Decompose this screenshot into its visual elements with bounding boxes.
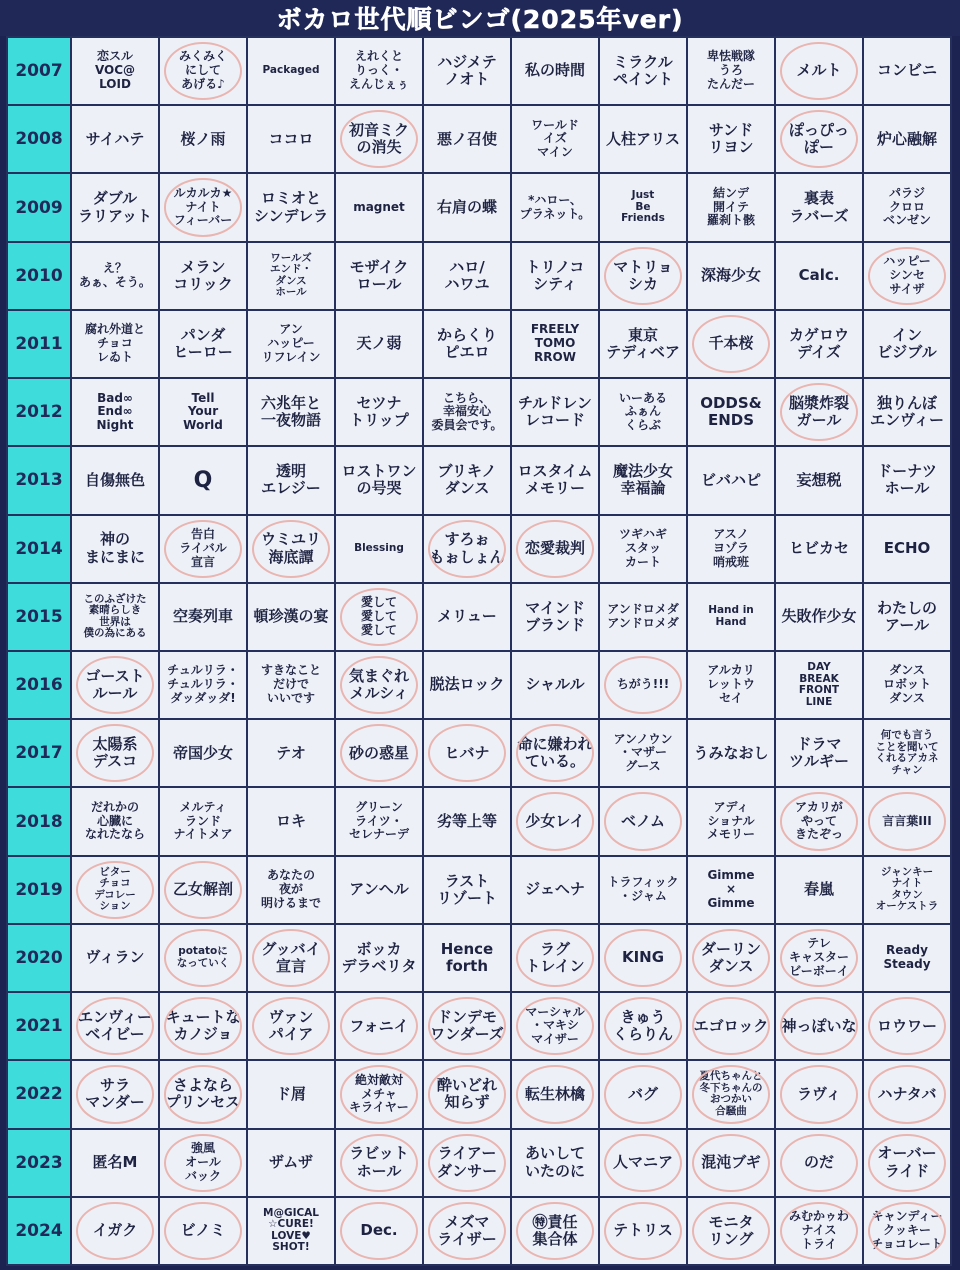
bingo-cell[interactable]: 恋スル VOC@ LOID [72, 38, 158, 104]
bingo-cell[interactable]: エンヴィー ベイビー [72, 993, 158, 1059]
bingo-cell[interactable]: アンドロメダ アンドロメダ [600, 584, 686, 650]
year-label: 2014 [8, 516, 70, 582]
bingo-cell[interactable]: 妄想税 [776, 447, 862, 513]
year-label: 2008 [8, 106, 70, 172]
bingo-cell[interactable]: いーある ふぁん くらぶ [600, 379, 686, 445]
bingo-cell[interactable]: きゅう くらりん [600, 993, 686, 1059]
bingo-cell[interactable]: シャルル [512, 652, 598, 718]
bingo-cell[interactable]: Gimme × Gimme [688, 857, 774, 923]
bingo-cell[interactable]: ワールズ エンド・ ダンス ホール [248, 243, 334, 309]
bingo-cell[interactable]: 混沌ブギ [688, 1130, 774, 1196]
bingo-cell[interactable]: ハロ/ ハワユ [424, 243, 510, 309]
bingo-cell[interactable]: ドーナツ ホール [864, 447, 950, 513]
bingo-cell[interactable]: パンダ ヒーロー [160, 311, 246, 377]
bingo-cell[interactable]: あなたの 夜が 明けるまで [248, 857, 334, 923]
bingo-cell[interactable]: ジャンキー ナイト タウン オーケストラ [864, 857, 950, 923]
bingo-cell[interactable]: アカリが やって きたぞっ [776, 788, 862, 854]
bingo-cell[interactable]: ゴースト ルール [72, 652, 158, 718]
bingo-cell[interactable]: からくり ピエロ [424, 311, 510, 377]
bingo-cell[interactable]: アディ ショナル メモリー [688, 788, 774, 854]
bingo-cell[interactable]: テトリス [600, 1198, 686, 1264]
bingo-cell[interactable]: ぽっぴっ ぽー [776, 106, 862, 172]
bingo-cell[interactable]: グッバイ 宣言 [248, 925, 334, 991]
bingo-cell[interactable]: ラスト リゾート [424, 857, 510, 923]
bingo-cell[interactable]: イン ビジブル [864, 311, 950, 377]
bingo-cell[interactable]: 初音ミク の消失 [336, 106, 422, 172]
bingo-cell[interactable]: 愛して 愛して 愛して [336, 584, 422, 650]
bingo-cell[interactable]: え？ あぁ、そう。 [72, 243, 158, 309]
bingo-cell[interactable]: 人柱アリス [600, 106, 686, 172]
bingo-cell[interactable]: 恋愛裁判 [512, 516, 598, 582]
year-label: 2013 [8, 447, 70, 513]
year-label: 2007 [8, 38, 70, 104]
bingo-cell[interactable]: 神っぽいな [776, 993, 862, 1059]
bingo-cell[interactable]: 炉心融解 [864, 106, 950, 172]
bingo-cell[interactable]: サラ マンダー [72, 1061, 158, 1127]
bingo-cell[interactable]: Packaged [248, 38, 334, 104]
bingo-cell[interactable]: ハジメテ ノオト [424, 38, 510, 104]
bingo-cell[interactable]: 酔いどれ 知らず [424, 1061, 510, 1127]
bingo-cell[interactable]: トラフィック ・ジャム [600, 857, 686, 923]
bingo-cell[interactable]: だれかの 心臓に なれたなら [72, 788, 158, 854]
bingo-cell[interactable]: KING [600, 925, 686, 991]
bingo-cell[interactable]: アン ハッピー リフレイン [248, 311, 334, 377]
bingo-cell[interactable]: ド屑 [248, 1061, 334, 1127]
bingo-cell[interactable]: 太陽系 デスコ [72, 720, 158, 786]
bingo-cell[interactable]: ツギハギ スタッ カート [600, 516, 686, 582]
bingo-cell[interactable]: 乙女解剖 [160, 857, 246, 923]
bingo-cell[interactable]: テオ [248, 720, 334, 786]
bingo-cell[interactable]: ビバハピ [688, 447, 774, 513]
bingo-cell[interactable]: 絶対敵対 メチャ キライヤー [336, 1061, 422, 1127]
bingo-cell[interactable]: ヒビカセ [776, 516, 862, 582]
bingo-cell[interactable]: 気まぐれ メルシィ [336, 652, 422, 718]
bingo-cell[interactable]: ウミユリ 海底譚 [248, 516, 334, 582]
bingo-cell[interactable]: 頓珍漢の宴 [248, 584, 334, 650]
bingo-cell[interactable]: うみなおし [688, 720, 774, 786]
bingo-cell[interactable]: マトリョ シカ [600, 243, 686, 309]
bingo-cell[interactable]: ルカルカ★ ナイト フィーバー [160, 174, 246, 240]
bingo-cell[interactable]: ビター チョコ デコレー ション [72, 857, 158, 923]
bingo-cell[interactable]: ザムザ [248, 1130, 334, 1196]
year-label: 2012 [8, 379, 70, 445]
bingo-cell[interactable]: グリーン ライツ・ セレナーデ [336, 788, 422, 854]
bingo-cell[interactable]: カゲロウ デイズ [776, 311, 862, 377]
bingo-cell[interactable]: メリュー [424, 584, 510, 650]
bingo-cell[interactable]: Hand in Hand [688, 584, 774, 650]
bingo-cell[interactable]: 砂の惑星 [336, 720, 422, 786]
bingo-cell[interactable]: Tell Your World [160, 379, 246, 445]
bingo-cell[interactable]: 何でも言う ことを聞いて くれるアカネ チャン [864, 720, 950, 786]
bingo-cell[interactable]: ロストワン の号哭 [336, 447, 422, 513]
bingo-cell[interactable]: 桜ノ雨 [160, 106, 246, 172]
bingo-cell[interactable]: M@GICAL ☆CURE! LOVE♥ SHOT! [248, 1198, 334, 1264]
bingo-cell[interactable]: *ハロー、 プラネット。 [512, 174, 598, 240]
bingo-cell[interactable]: magnet [336, 174, 422, 240]
bingo-cell[interactable]: Calc. [776, 243, 862, 309]
bingo-cell[interactable]: ビノミ [160, 1198, 246, 1264]
year-label: 2021 [8, 993, 70, 1059]
bingo-cell[interactable]: アンノウン ・マザー グース [600, 720, 686, 786]
year-label: 2024 [8, 1198, 70, 1264]
bingo-cell[interactable]: potatoに なっていく [160, 925, 246, 991]
bingo-cell[interactable]: 空奏列車 [160, 584, 246, 650]
bingo-cell[interactable]: みむかゥわ ナイス トライ [776, 1198, 862, 1264]
bingo-cell[interactable]: ダーリン ダンス [688, 925, 774, 991]
bingo-cell[interactable]: 帝国少女 [160, 720, 246, 786]
bingo-cell[interactable]: 千本桜 [688, 311, 774, 377]
bingo-cell[interactable]: メズマ ライザー [424, 1198, 510, 1264]
bingo-cell[interactable]: Dec. [336, 1198, 422, 1264]
bingo-cell[interactable]: 東京 テディベア [600, 311, 686, 377]
bingo-cell[interactable]: 強風 オール バック [160, 1130, 246, 1196]
bingo-cell[interactable]: 私の時間 [512, 38, 598, 104]
bingo-cell[interactable]: オーバー ライド [864, 1130, 950, 1196]
year-label: 2023 [8, 1130, 70, 1196]
bingo-cell[interactable]: モニタ リング [688, 1198, 774, 1264]
bingo-cell[interactable]: 夏代ちゃんと 冬下ちゃんの おつかい 合騒曲 [688, 1061, 774, 1127]
bingo-cell[interactable]: Just Be Friends [600, 174, 686, 240]
bingo-cell[interactable]: ロウワー [864, 993, 950, 1059]
bingo-cell[interactable]: フォニイ [336, 993, 422, 1059]
bingo-cell[interactable]: 言言葉III [864, 788, 950, 854]
bingo-cell[interactable]: 天ノ弱 [336, 311, 422, 377]
bingo-cell[interactable]: 脱法ロック [424, 652, 510, 718]
bingo-cell[interactable]: マインド ブランド [512, 584, 598, 650]
bingo-cell[interactable]: Q [160, 447, 246, 513]
bingo-cell[interactable]: モザイク ロール [336, 243, 422, 309]
bingo-cell[interactable]: 春嵐 [776, 857, 862, 923]
bingo-cell[interactable]: ミラクル ペイント [600, 38, 686, 104]
bingo-cell[interactable]: 人マニア [600, 1130, 686, 1196]
bingo-cell[interactable]: 六兆年と 一夜物語 [248, 379, 334, 445]
bingo-cell[interactable]: ヴァン パイア [248, 993, 334, 1059]
bingo-cell[interactable]: ハナタバ [864, 1061, 950, 1127]
bingo-cell[interactable]: ボッカ デラベリタ [336, 925, 422, 991]
bingo-cell[interactable]: チルドレン レコード [512, 379, 598, 445]
bingo-cell[interactable]: ベノム [600, 788, 686, 854]
bingo-cell[interactable]: キャンディー クッキー チョコレート [864, 1198, 950, 1264]
year-label: 2022 [8, 1061, 70, 1127]
bingo-cell[interactable]: ドラマ ツルギー [776, 720, 862, 786]
bingo-cell[interactable]: ココロ [248, 106, 334, 172]
bingo-cell[interactable]: ODDS& ENDS [688, 379, 774, 445]
bingo-cell[interactable]: アルカリ レットウ セイ [688, 652, 774, 718]
bingo-cell[interactable]: 結ンデ 開イテ 羅刹ト骸 [688, 174, 774, 240]
bingo-cell[interactable]: ヒバナ [424, 720, 510, 786]
bingo-cell[interactable]: 匿名M [72, 1130, 158, 1196]
title-bar [0, 0, 960, 36]
bingo-cell[interactable]: ロミオと シンデレラ [248, 174, 334, 240]
bingo-cell[interactable]: のだ [776, 1130, 862, 1196]
bingo-cell[interactable]: メルティ ランド ナイトメア [160, 788, 246, 854]
bingo-cell[interactable]: キュートな カノジョ [160, 993, 246, 1059]
bingo-cell[interactable]: 神の まにまに [72, 516, 158, 582]
bingo-cell[interactable]: 右肩の蝶 [424, 174, 510, 240]
bingo-cell[interactable]: コンビニ [864, 38, 950, 104]
bingo-cell[interactable]: さよなら プリンセス [160, 1061, 246, 1127]
bingo-cell[interactable]: あいして いたのに [512, 1130, 598, 1196]
bingo-cell[interactable]: 自傷無色 [72, 447, 158, 513]
bingo-cell[interactable]: 失敗作少女 [776, 584, 862, 650]
bingo-cell[interactable]: みくみく にして あげる♪ [160, 38, 246, 104]
year-label: 2016 [8, 652, 70, 718]
bingo-cell[interactable]: ダブル ラリアット [72, 174, 158, 240]
bingo-cell[interactable]: ラグ トレイン [512, 925, 598, 991]
bingo-cell[interactable]: ロキ [248, 788, 334, 854]
bingo-cell[interactable]: ドンデモ ワンダーズ [424, 993, 510, 1059]
page-title: ボカロ世代順ビンゴ(2025年ver) [276, 5, 684, 34]
year-label: 2010 [8, 243, 70, 309]
bingo-cell[interactable]: ECHO [864, 516, 950, 582]
year-label: 2020 [8, 925, 70, 991]
bingo-cell[interactable]: ヴィラン [72, 925, 158, 991]
bingo-cell[interactable]: アンヘル [336, 857, 422, 923]
bingo-cell[interactable]: Blessing [336, 516, 422, 582]
bingo-cell[interactable]: わたしの アール [864, 584, 950, 650]
bingo-cell[interactable]: 悪ノ召使 [424, 106, 510, 172]
bingo-cell[interactable]: Bad∞ End∞ Night [72, 379, 158, 445]
bingo-cell[interactable]: トリノコ シティ [512, 243, 598, 309]
year-label: 2009 [8, 174, 70, 240]
bingo-cell[interactable]: ㊕責任 集合体 [512, 1198, 598, 1264]
bingo-cell[interactable]: メルト [776, 38, 862, 104]
year-label: 2011 [8, 311, 70, 377]
bingo-cell[interactable]: 腐れ外道と チョコ レゐト [72, 311, 158, 377]
bingo-cell[interactable]: ブリキノ ダンス [424, 447, 510, 513]
bingo-cell[interactable]: すきなこと だけで いいです [248, 652, 334, 718]
bingo-cell[interactable]: Ready Steady [864, 925, 950, 991]
year-label: 2015 [8, 584, 70, 650]
bingo-cell[interactable]: マーシャル ・マキシ マイザー [512, 993, 598, 1059]
bingo-cell[interactable]: 卑怯戦隊 うろ たんだー [688, 38, 774, 104]
bingo-grid [6, 36, 952, 1266]
bingo-cell[interactable]: サンド リヨン [688, 106, 774, 172]
year-label: 2018 [8, 788, 70, 854]
bingo-cell[interactable]: ライアー ダンサー [424, 1130, 510, 1196]
bingo-cell[interactable]: えれくと りっく・ えんじぇぅ [336, 38, 422, 104]
bingo-cell[interactable]: 告白 ライバル 宣言 [160, 516, 246, 582]
bingo-cell[interactable]: 命に嫌われ ている。 [512, 720, 598, 786]
bingo-cell[interactable]: ワールド イズ マイン [512, 106, 598, 172]
bingo-cell[interactable]: チュルリラ・ チュルリラ・ ダッダッダ! [160, 652, 246, 718]
bingo-cell[interactable]: Hence forth [424, 925, 510, 991]
bingo-cell[interactable]: DAY BREAK FRONT LINE [776, 652, 862, 718]
bingo-cell[interactable]: このふざけた 素晴らしき 世界は 僕の為にある [72, 584, 158, 650]
bingo-cell[interactable]: 脳漿炸裂 ガール [776, 379, 862, 445]
bingo-cell[interactable]: サイハテ [72, 106, 158, 172]
bingo-cell[interactable]: 透明 エレジー [248, 447, 334, 513]
bingo-cell[interactable]: ラヴィ [776, 1061, 862, 1127]
bingo-cell[interactable]: 魔法少女 幸福論 [600, 447, 686, 513]
bingo-cell[interactable]: アスノ ヨゾラ 哨戒班 [688, 516, 774, 582]
bingo-cell[interactable]: パラジ クロロ ベンゼン [864, 174, 950, 240]
bingo-cell[interactable]: 少女レイ [512, 788, 598, 854]
bingo-cell[interactable]: ダンス ロボット ダンス [864, 652, 950, 718]
bingo-cell[interactable]: 深海少女 [688, 243, 774, 309]
bingo-cell[interactable]: 裏表 ラバーズ [776, 174, 862, 240]
bingo-cell[interactable]: テレ キャスター ビーボーイ [776, 925, 862, 991]
bingo-cell[interactable]: ラビット ホール [336, 1130, 422, 1196]
bingo-cell[interactable]: バグ [600, 1061, 686, 1127]
bingo-cell[interactable]: 独りんぼ エンヴィー [864, 379, 950, 445]
bingo-cell[interactable]: ジェヘナ [512, 857, 598, 923]
bingo-cell[interactable]: こちら、 幸福安心 委員会です。 [424, 379, 510, 445]
year-label: 2019 [8, 857, 70, 923]
bingo-cell[interactable]: ハッピー シンセ サイザ [864, 243, 950, 309]
bingo-cell[interactable]: 転生林檎 [512, 1061, 598, 1127]
bingo-cell[interactable]: エゴロック [688, 993, 774, 1059]
bingo-cell[interactable]: ちがう!!! [600, 652, 686, 718]
bingo-cell[interactable]: FREELY TOMO RROW [512, 311, 598, 377]
bingo-cell[interactable]: ロスタイム メモリー [512, 447, 598, 513]
year-label: 2017 [8, 720, 70, 786]
bingo-cell[interactable]: イガク [72, 1198, 158, 1264]
bingo-cell[interactable]: 劣等上等 [424, 788, 510, 854]
bingo-cell[interactable]: セツナ トリップ [336, 379, 422, 445]
bingo-cell[interactable]: メラン コリック [160, 243, 246, 309]
bingo-cell[interactable]: すろぉ もぉしょん [424, 516, 510, 582]
